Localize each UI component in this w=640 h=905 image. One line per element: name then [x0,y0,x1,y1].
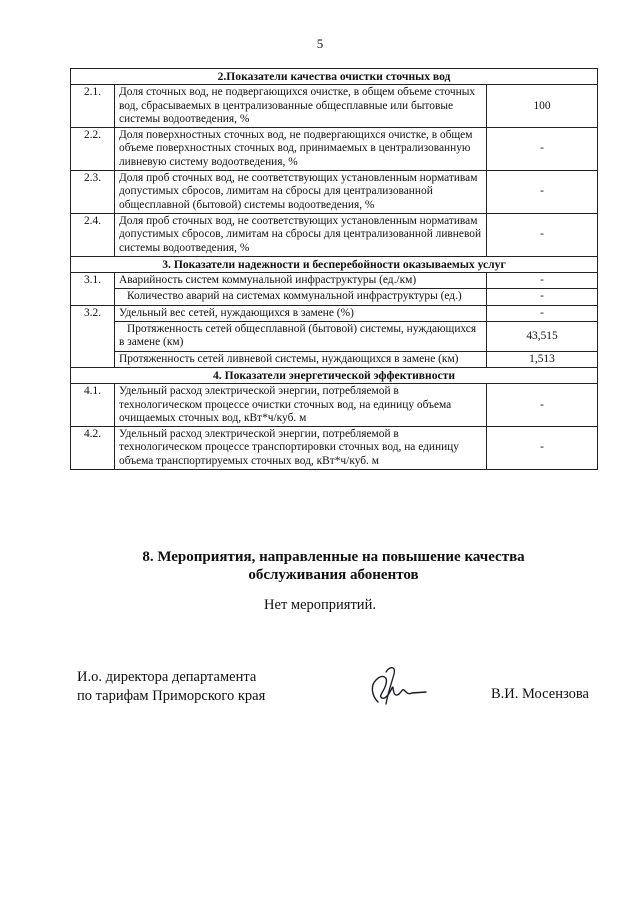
row-number: 2.1. [71,85,115,128]
table-row [71,351,598,367]
row-description: Удельный расход электрической энергии, потребляемой в технологическом процессе транспортировки сточных вод, на единицу объема транспортируемых сточных вод, кВт*ч/куб. м [115,427,487,470]
row-value: - [487,427,598,470]
row-value: - [487,171,598,214]
table-row [71,305,598,321]
section-8-body: Нет мероприятий. [264,597,376,613]
row-number: 4.1. [71,384,115,427]
table-row [71,427,598,470]
row-number: 2.2. [71,128,115,171]
section-title: 3. Показатели надежности и бесперебойности оказываемых услуг [71,256,598,272]
row-description: Доля проб сточных вод, не соответствующих установленным нормативам допустимых сбросов, лимитам на сбросы для централизованной ливневой системы водоотведения, % [115,213,487,256]
handwritten-signature [352,662,432,712]
signatory-title [77,668,265,706]
signatory-name: В.И. Мосензова [491,686,589,702]
row-value: - [487,305,598,321]
signatory-title-line: И.о. директора департамента [77,669,257,685]
row-number: 2.3. [71,171,115,214]
table-row [71,384,598,427]
row-description: Протяженность сетей общесплавной (бытовой) системы, нуждающихся в замене (км) [115,322,487,352]
table-row [71,128,598,171]
signatory-title-line: по тарифам Приморского края [77,688,266,704]
section-8-heading-line: 8. Мероприятия, направленные на повышение качества [142,549,525,565]
section-title: 4. Показатели энергетической эффективности [71,367,598,383]
row-number: 4.2. [71,427,115,470]
row-value: - [487,384,598,427]
row-value: - [487,213,598,256]
row-description: Количество аварий на системах коммунальной инфраструктуры (ед.) [115,289,487,305]
row-value: 43,515 [487,322,598,352]
table-row [71,322,598,352]
row-value: - [487,289,598,305]
row-value: - [487,128,598,171]
section-8-heading [70,548,597,584]
row-description: Аварийность систем коммунальной инфраструктуры (ед./км) [115,273,487,289]
row-description: Удельный вес сетей, нуждающихся в замене (%) [115,305,487,321]
row-description: Доля поверхностных сточных вод, не подвергающихся очистке, в общем объеме поверхностных сточных вод, принимаемых в централизованную ливневую систему водоотведения, % [115,128,487,171]
section-8-heading-line: обслуживания абонентов [248,567,419,583]
row-description: Протяженность сетей ливневой системы, нуждающихся в замене (км) [115,351,487,367]
row-number: 3.1. [71,273,115,306]
row-value: - [487,273,598,289]
row-number: 3.2. [71,305,115,367]
row-number: 2.4. [71,213,115,256]
table-row [71,171,598,214]
row-description: Доля проб сточных вод, не соответствующих установленным нормативам допустимых сбросов, лимитам на сбросы для централизованной общесплавной (бытовой) системы водоотведения, % [115,171,487,214]
row-value: 1,513 [487,351,598,367]
page-number: 5 [316,36,324,51]
row-description: Доля сточных вод, не подвергающихся очистке, в общем объеме сточных вод, сбрасываемых в централизованные общесплавные или бытовые системы водоотведения, % [115,85,487,128]
section-header-row [71,367,598,383]
table-row [71,213,598,256]
section-header-row [71,256,598,272]
section-title: 2.Показатели качества очистки сточных вод [71,69,598,85]
row-value: 100 [487,85,598,128]
table-row [71,85,598,128]
table-row [71,273,598,289]
section-header-row [71,69,598,85]
indicators-table [70,68,598,470]
table-row [71,289,598,305]
row-description: Удельный расход электрической энергии, потребляемой в технологическом процессе очистки сточных вод, на единицу объема очищаемых сточных вод, кВт*ч/куб. м [115,384,487,427]
